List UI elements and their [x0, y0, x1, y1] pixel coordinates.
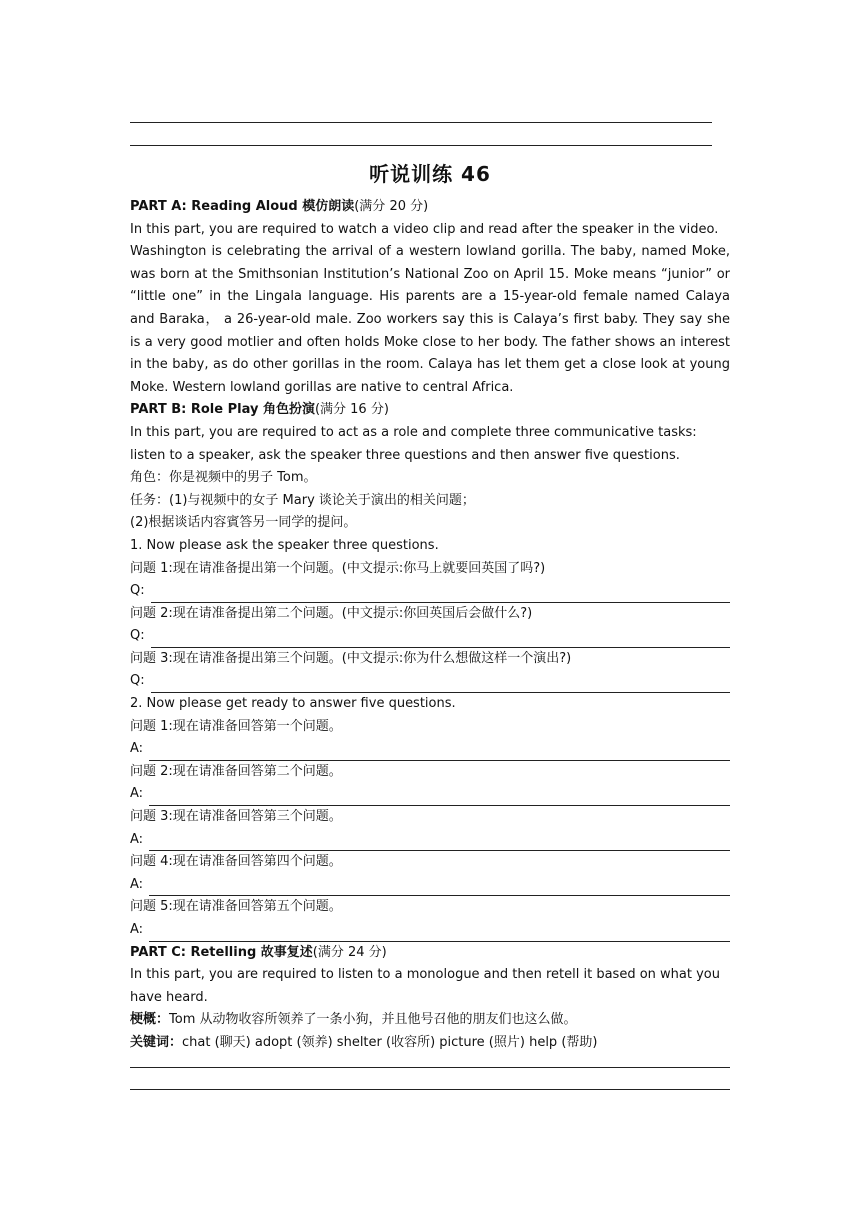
answer-question-prompt: 问题 2:现在请准备回答第二个问题。: [130, 763, 342, 779]
part-b-task-1: 任务：(1)与视频中的女子 Mary 谈论关于演出的相关问题；: [130, 492, 475, 508]
top-blank-line-2: [130, 145, 712, 146]
part-b-instruction: In this part, you are required to act as a role and complete three communicative tasks: listen to a speaker, ask the speaker three questions and then answer five questions.: [130, 424, 697, 463]
ask-question-prompt: 问题 3:现在请准备提出第三个问题。(中文提示:你为什么想做这样一个演出?): [130, 650, 572, 666]
answer-line[interactable]: A:: [130, 738, 730, 761]
answer-question-prompt: 问题 4:现在请准备回答第四个问题。: [130, 854, 342, 870]
answer-question-prompt: 问题 3:现在请准备回答第三个问题。: [130, 809, 342, 825]
part-a-passage: Washington is celebrating the arrival of a western lowland gorilla. The baby, named Moke, was born at the Smithsonian Institution’s National Zoo on April 15. Moke means “junior” or “little one” in the Lingala language. His parents are a 15-year-old female named Calaya and Baraka， a 26-year-old male. Zoo workers say this is Calaya’s first baby. They say she is a very good motlier and often holds Moke close to her body. The father shows an interest in the baby, as do other gorillas in the room. Calaya has let them get a close look at young Moke. Western lowland gorillas are native to central Africa.: [130, 244, 730, 395]
retelling-blank-line[interactable]: [130, 1077, 730, 1090]
question-answer-line[interactable]: Q:: [130, 625, 730, 648]
answer-question-prompt: 问题 1:现在请准备回答第一个问题。: [130, 718, 342, 734]
page-title: 听说训练 46: [369, 162, 491, 186]
ask-question-prompt: 问题 2:现在请准备提出第二个问题。(中文提示:你回英国后会做什么?): [130, 605, 533, 621]
top-blank-line-1: [130, 122, 712, 123]
part-a-instruction: In this part, you are required to watch a video clip and read after the speaker in the video.: [130, 221, 719, 237]
part-c-instruction: In this part, you are required to listen to a monologue and then retell it based on what you have heard.: [130, 967, 720, 1005]
question-answer-line[interactable]: Q:: [130, 580, 730, 603]
answer-heading: 2. Now please get ready to answer five questions.: [130, 696, 456, 712]
answer-line[interactable]: A:: [130, 874, 730, 897]
part-a-heading: PART A: Reading Aloud 模仿朗读(满分 20 分): [130, 199, 429, 214]
part-b-role: 角色：你是视频中的男子 Tom。: [130, 470, 317, 486]
ask-question-prompt: 问题 1:现在请准备提出第一个问题。(中文提示:你马上就要回英国了吗?): [130, 560, 546, 576]
answer-question-prompt: 问题 5:现在请准备回答第五个问题。: [130, 899, 342, 915]
answer-line[interactable]: A:: [130, 919, 730, 942]
part-c-heading: PART C: Retelling 故事复述(满分 24 分): [130, 944, 387, 960]
ask-heading: 1. Now please ask the speaker three questions.: [130, 537, 439, 553]
part-c-keywords: 关键词：chat (聊天) adopt (领养) shelter (收容所) picture (照片) help (帮助): [130, 1034, 598, 1050]
part-b-heading: PART B: Role Play 角色扮演(满分 16 分): [130, 402, 389, 418]
part-b-task-2: (2)根据谈话内容賓答另一同学的提问。: [130, 515, 357, 531]
question-answer-line[interactable]: Q:: [130, 670, 730, 693]
retelling-blank-line[interactable]: [130, 1055, 730, 1068]
part-c-summary: 梗概：Tom 从动物收容所领养了一条小狗，并且他号召他的朋友们也这么做。: [130, 1012, 577, 1028]
answer-line[interactable]: A:: [130, 829, 730, 852]
answer-line[interactable]: A:: [130, 783, 730, 806]
worksheet-content: [130, 196, 730, 1100]
